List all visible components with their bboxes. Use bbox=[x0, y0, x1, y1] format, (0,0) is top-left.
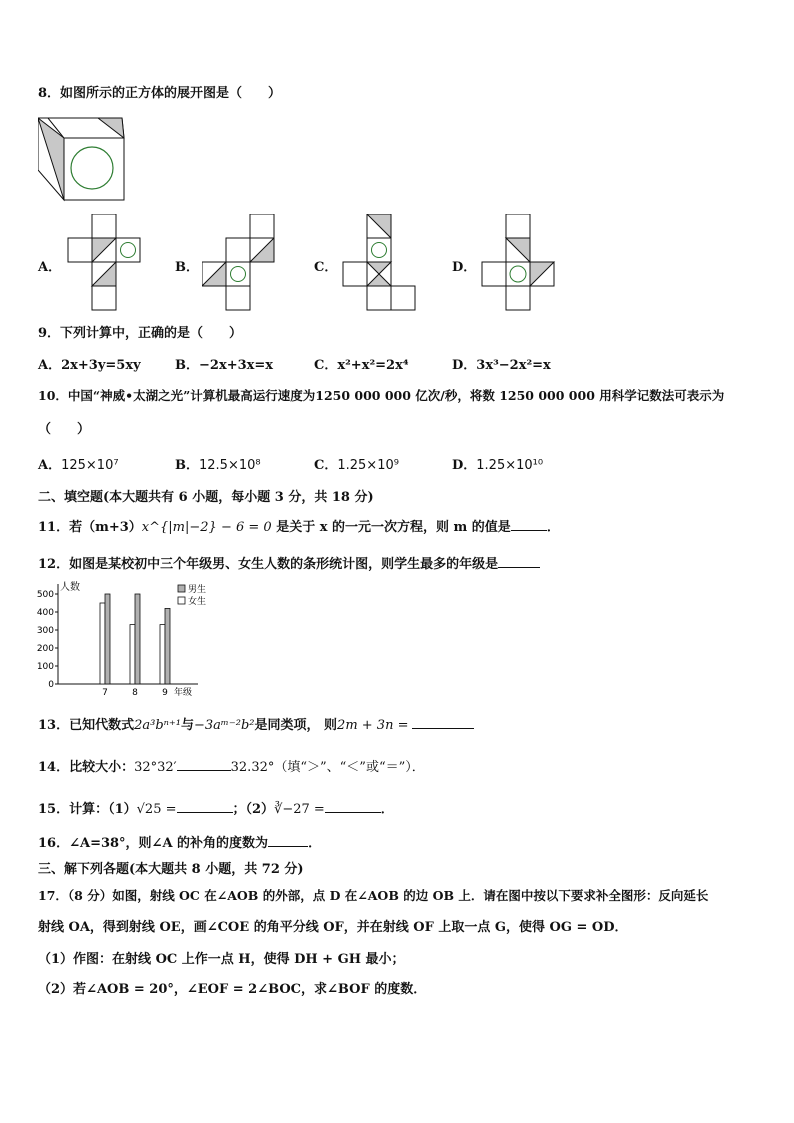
option-label: C． bbox=[314, 358, 338, 373]
legend-swatch-boys bbox=[178, 585, 185, 592]
y-tick-label: 300 bbox=[36, 626, 54, 636]
q12-answer-blank[interactable] bbox=[498, 555, 540, 568]
option-text: −2x+3x=x bbox=[199, 358, 274, 373]
q16-end: ． bbox=[308, 836, 322, 851]
option-text: x²+x²=2x⁴ bbox=[337, 358, 409, 373]
q10-option-B[interactable] bbox=[175, 454, 261, 473]
q13-term-2: −3aᵐ⁻²b² bbox=[194, 718, 255, 733]
q14-answer-blank[interactable] bbox=[177, 758, 231, 771]
section-3-heading: 三、解下列各题(本大题共 8 小题，共 72 分) bbox=[38, 862, 304, 877]
q9-option-B[interactable] bbox=[175, 354, 273, 373]
bar-boys-grade-8 bbox=[135, 594, 140, 684]
bar-boys-grade-9 bbox=[165, 608, 170, 684]
q16 bbox=[38, 832, 321, 851]
q13-pre: 13．已知代数式 bbox=[38, 718, 135, 733]
q8-stem: 8．如图所示的正方体的展开图是（ ） bbox=[38, 86, 282, 101]
legend-swatch-girls bbox=[178, 597, 185, 604]
option-text: 1.25×10¹⁰ bbox=[476, 458, 544, 473]
y-tick-label: 400 bbox=[36, 608, 54, 618]
q13-mid: 与 bbox=[181, 718, 195, 733]
option-label: B． bbox=[175, 358, 199, 373]
q11-end: ． bbox=[546, 520, 560, 535]
option-label: D． bbox=[452, 260, 477, 275]
q15-end: ． bbox=[380, 802, 394, 817]
q16-text: 16．∠A=38°，则∠A 的补角的度数为 bbox=[38, 836, 269, 851]
option-label: A． bbox=[38, 358, 62, 373]
x-tick-label: 9 bbox=[162, 688, 168, 696]
option-text: 12.5×10⁸ bbox=[199, 458, 261, 473]
q9-option-A[interactable] bbox=[38, 354, 141, 373]
y-tick-label: 200 bbox=[36, 644, 54, 654]
q14-a: 32°32′ bbox=[134, 760, 177, 775]
q11 bbox=[38, 516, 560, 535]
option-label: C． bbox=[314, 260, 338, 275]
section-2-heading: 二、填空题(本大题共有 6 小题，每小题 3 分，共 18 分) bbox=[38, 490, 374, 505]
option-label: A． bbox=[38, 458, 62, 473]
q12-stem: 12．如图是某校初中三个年级男、女生人数的条形统计图，则学生最多的年级是 bbox=[38, 557, 499, 572]
bar-girls-grade-8 bbox=[130, 625, 135, 684]
q15-pre: 15．计算：（1） bbox=[38, 802, 137, 817]
q11-post: 是关于 x 的一元一次方程，则 m 的值是 bbox=[271, 520, 511, 535]
q17-line-2: 射线 OA，得到射线 OE，画∠COE 的角平分线 OF，并在射线 OF 上取一点 G，使得 OG = OD． bbox=[38, 920, 628, 935]
option-label: D． bbox=[452, 458, 477, 473]
option-text: 125×10⁷ bbox=[61, 458, 119, 473]
x-tick-label: 8 bbox=[132, 688, 138, 696]
option-text: 1.25×10⁹ bbox=[337, 458, 399, 473]
q11-pre: 11．若（m+3） bbox=[38, 520, 142, 535]
q14-b: 32.32° bbox=[230, 760, 275, 775]
q17-part-2: （2）若∠AOB = 20°，∠EOF = 2∠BOC，求∠BOF 的度数． bbox=[38, 982, 427, 997]
x-axis-label: 年级 bbox=[174, 688, 193, 696]
q10-paren: （ ） bbox=[38, 422, 91, 437]
cube-figure bbox=[38, 112, 128, 202]
q8-option-C[interactable] bbox=[314, 256, 337, 275]
q14-post: （填“＞”、“＜”或“＝”）． bbox=[274, 760, 425, 775]
q13-expr: 2m + 3n = bbox=[337, 718, 409, 733]
q12 bbox=[38, 553, 540, 572]
x-tick-label: 7 bbox=[102, 688, 108, 696]
cube-net-C-figure bbox=[341, 214, 421, 312]
legend-label-boys: 男生 bbox=[188, 585, 207, 595]
cube-net-B-figure bbox=[202, 214, 282, 312]
q14 bbox=[38, 756, 425, 775]
q15-expr-2: ∛−27 = bbox=[274, 802, 325, 817]
option-text: 2x+3y=5xy bbox=[61, 358, 141, 373]
q10-option-D[interactable] bbox=[452, 454, 543, 473]
y-tick-label: 500 bbox=[36, 590, 54, 600]
q9-option-D[interactable] bbox=[452, 354, 551, 373]
q13-term-1: 2a³bⁿ⁺¹ bbox=[134, 718, 181, 733]
q15-expr-1: √25 = bbox=[136, 802, 177, 817]
q15 bbox=[38, 798, 394, 817]
q17-part-1: （1）作图：在射线 OC 上作一点 H，使得 DH + GH 最小； bbox=[38, 952, 405, 967]
option-label: A． bbox=[38, 260, 62, 275]
q9-stem: 9．下列计算中，正确的是（ ） bbox=[38, 326, 243, 341]
q10-stem: 10．中国“神威•太湖之光”计算机最高运行速度为1250 000 000 亿次/秒，将数 1250 000 000 用科学记数法可表示为 bbox=[38, 388, 725, 403]
bar-boys-grade-7 bbox=[105, 594, 110, 684]
option-label: B． bbox=[175, 260, 199, 275]
q15-mid: ；（2） bbox=[232, 802, 275, 817]
q14-pre: 14．比较大小： bbox=[38, 760, 135, 775]
q15-answer-blank-2[interactable] bbox=[325, 800, 381, 813]
q9-option-C[interactable] bbox=[314, 354, 409, 373]
option-label: B． bbox=[175, 458, 199, 473]
bar-girls-grade-9 bbox=[160, 625, 165, 684]
q11-formula: x^{|m|−2} − 6 = 0 bbox=[141, 520, 272, 535]
bar-girls-grade-7 bbox=[100, 603, 105, 684]
y-tick-label: 0 bbox=[48, 680, 54, 690]
cube-net-A-figure bbox=[66, 214, 146, 312]
q10-option-A[interactable] bbox=[38, 454, 119, 473]
option-text: 3x³−2x²=x bbox=[476, 358, 551, 373]
q16-answer-blank[interactable] bbox=[268, 834, 308, 847]
q13-answer-blank[interactable] bbox=[412, 716, 474, 729]
q10-option-C[interactable] bbox=[314, 454, 399, 473]
q8-option-B[interactable] bbox=[175, 256, 199, 275]
q11-answer-blank[interactable] bbox=[511, 518, 547, 531]
q13 bbox=[38, 714, 474, 733]
y-axis-label: 人数 bbox=[60, 582, 80, 593]
legend-label-girls: 女生 bbox=[188, 597, 207, 607]
option-label: C． bbox=[314, 458, 338, 473]
option-label: D． bbox=[452, 358, 477, 373]
q17-line-1: 17．（8 分）如图，射线 OC 在∠AOB 的外部，点 D 在∠AOB 的边 OB 上．请在图中按以下要求补全图形：反向延长 bbox=[38, 888, 709, 903]
q15-answer-blank-1[interactable] bbox=[177, 800, 233, 813]
y-tick-label: 100 bbox=[36, 662, 54, 672]
q8-option-D[interactable] bbox=[452, 256, 476, 275]
q13-post: 是同类项， 则 bbox=[254, 718, 338, 733]
q8-option-A[interactable] bbox=[38, 256, 61, 275]
cube-net-D-figure bbox=[480, 214, 560, 312]
bar-chart bbox=[30, 578, 230, 696]
